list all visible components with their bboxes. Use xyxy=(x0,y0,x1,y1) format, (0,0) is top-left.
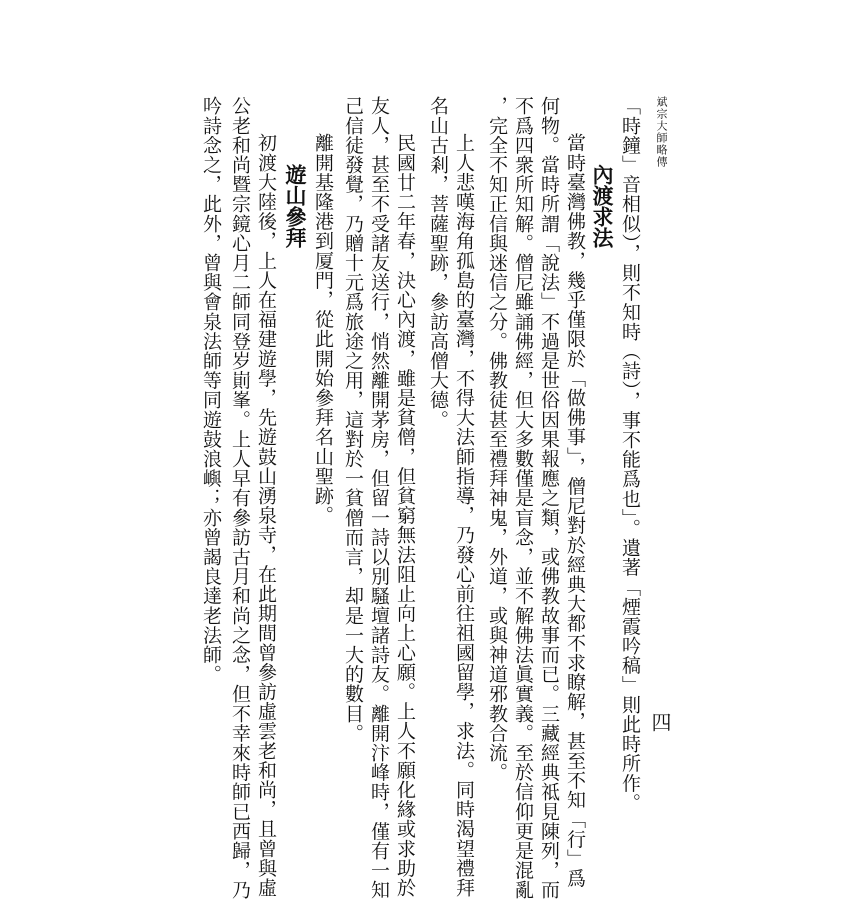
page-number: 四 xyxy=(648,712,672,732)
text-column: 不爲四衆所知解。僧尼雖誦佛經，但大多數僅是盲念，並不解佛法眞實義。至於信仰更是混亂 xyxy=(512,96,534,900)
text-column: 上人悲嘆海角孤島的臺灣，不得大法師指導，乃發心前往祖國留學，求法。同時渴望禮拜 xyxy=(453,133,475,898)
section-heading: 內渡求法 xyxy=(590,164,614,248)
running-head: 斌宗大師略傳 xyxy=(655,96,668,168)
text-column: 民國廿二年春，決心內渡，雖是貧僧，但貧窮無法阻止向上心願。上人不願化緣或求助於 xyxy=(394,133,416,898)
text-column: 吟詩念之，此外，曾與會泉法師等同遊鼓浪嶼；亦曾謁良達老法師。 xyxy=(200,96,222,684)
section-heading: 遊山參拜 xyxy=(283,164,307,248)
text-column: 公老和尚暨宗鏡心月二師同登岁崱峯。上人早有參訪古月和尚之念，但不幸來時師已西歸，乃 xyxy=(229,96,251,900)
text-column: 「時鐘」音相似），則不知時（詩），事不能爲也」。遺著「煙霞吟稿」則此時所作。 xyxy=(619,96,641,813)
text-column: 友人，甚至不受諸友送行，悄然離開茅房，但留一詩以別騷壇諸詩友。離開汴峰時，僅有一知 xyxy=(368,96,390,900)
text-column: 名山古剎，菩薩聖跡，參訪高僧大德。 xyxy=(427,96,449,430)
text-column: 離開基隆港到厦門，從此開始參拜名山聖跡。 xyxy=(312,133,334,525)
text-column: 當時臺灣佛教，幾乎僅限於「做佛事」，僧尼對於經典大都不求瞭解，甚至不知「行」爲 xyxy=(564,133,586,888)
text-column: 何物。當時所謂「說法」不過是世俗因果報應之類，或佛教故事而已。三藏經典祗見陳列，而 xyxy=(538,96,560,900)
text-column: 己信徒發覺，乃贈十元爲旅途之用，這對於一貧僧而言，却是一大的數目。 xyxy=(342,96,364,743)
text-column: ，完全不知正信與迷信之分。佛教徒甚至禮拜神鬼，外道，或與神道邪教合流。 xyxy=(486,96,508,782)
text-column: 初渡大陸後，上人在福建遊學，先遊鼓山湧泉寺，在此期間曾參訪虛雲老和尚，且曾與虛 xyxy=(255,133,277,898)
